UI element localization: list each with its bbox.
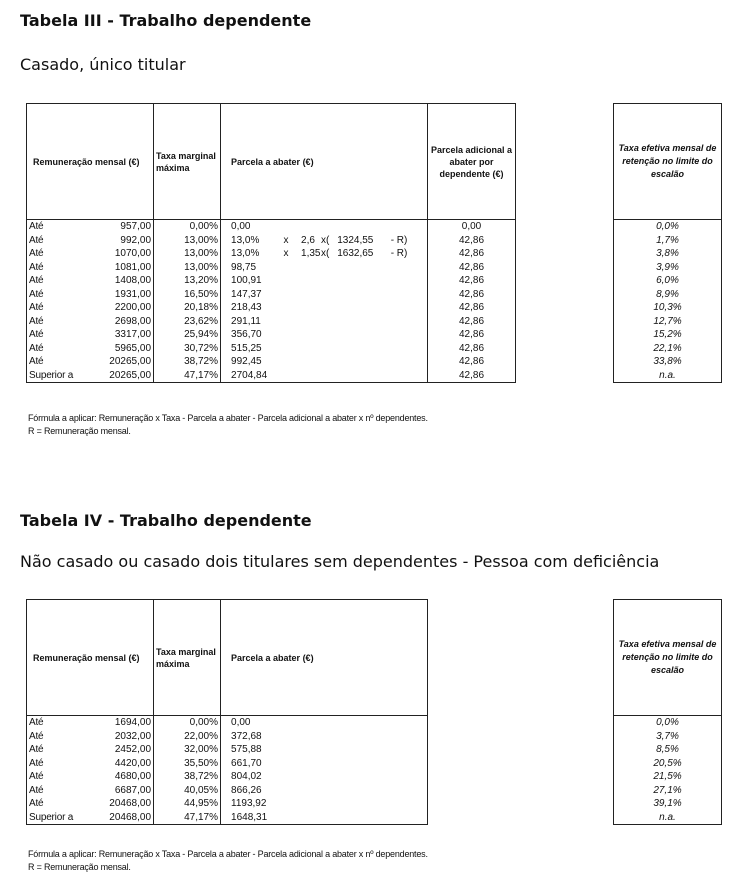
effective-row bbox=[614, 234, 722, 248]
dependent-deduction: 42,86 bbox=[428, 274, 516, 288]
deduction-value: 2704,84 bbox=[231, 369, 268, 381]
header-deduction: Parcela a abater (€) bbox=[221, 104, 428, 220]
bracket-label: Até bbox=[27, 234, 79, 248]
effective-row bbox=[614, 301, 722, 315]
dependent-deduction: 42,86 bbox=[428, 328, 516, 342]
effective-row bbox=[614, 730, 722, 744]
deduction-cell bbox=[221, 811, 428, 825]
marginal-rate: 40,05% bbox=[154, 784, 221, 798]
effective-row bbox=[614, 261, 722, 275]
deduction-cell bbox=[221, 797, 428, 811]
effective-rate: 3,9% bbox=[614, 261, 722, 275]
table-iv-effective-body bbox=[614, 716, 722, 825]
bracket-label: Até bbox=[27, 743, 79, 757]
header-remuneration: Remuneração mensal (€) bbox=[27, 600, 154, 716]
deduction-cell bbox=[221, 315, 428, 329]
effective-rate: 15,2% bbox=[614, 328, 722, 342]
table-row bbox=[27, 369, 516, 383]
table-row bbox=[27, 757, 428, 771]
formula-note: Fórmula a aplicar: Remuneração x Taxa - Parcela a abater - Parcela adicional a abater x nº dependentes. bbox=[28, 413, 428, 423]
effective-row bbox=[614, 811, 722, 825]
table-row bbox=[27, 342, 516, 356]
marginal-rate: 23,62% bbox=[154, 315, 221, 329]
effective-rate: n.a. bbox=[614, 811, 722, 825]
table-row bbox=[27, 288, 516, 302]
bracket-limit: 1694,00 bbox=[79, 716, 154, 730]
effective-rate: 8,9% bbox=[614, 288, 722, 302]
deduction-value: 372,68 bbox=[231, 730, 262, 742]
deduction-cell bbox=[221, 369, 428, 383]
bracket-limit: 20468,00 bbox=[79, 811, 154, 825]
r-definition-note: R = Remuneração mensal. bbox=[28, 862, 131, 872]
deduction-value: 218,43 bbox=[231, 302, 262, 313]
effective-rate: 33,8% bbox=[614, 355, 722, 369]
dependent-deduction: 42,86 bbox=[428, 369, 516, 383]
deduction-value: 515,25 bbox=[231, 342, 262, 354]
deduction-cell bbox=[221, 328, 428, 342]
bracket-limit: 2452,00 bbox=[79, 743, 154, 757]
dependent-deduction: 42,86 bbox=[428, 288, 516, 302]
formula-coefficient: 1,35 bbox=[301, 248, 321, 259]
dependent-deduction: 42,86 bbox=[428, 315, 516, 329]
marginal-rate: 38,72% bbox=[154, 355, 221, 369]
effective-row bbox=[614, 342, 722, 356]
bracket-limit: 1408,00 bbox=[79, 274, 154, 288]
bracket-limit: 1931,00 bbox=[79, 288, 154, 302]
header-effective-rate: Taxa efetiva mensal de retenção no limite do escalão bbox=[614, 104, 722, 220]
effective-row bbox=[614, 328, 722, 342]
deduction-value: 100,91 bbox=[231, 275, 262, 286]
header-marginal-rate: Taxa marginal máxima bbox=[154, 600, 221, 716]
deduction-value: 13,0% bbox=[231, 248, 260, 259]
table-row bbox=[27, 730, 428, 744]
effective-row bbox=[614, 355, 722, 369]
deduction-value: 291,11 bbox=[231, 315, 261, 327]
table-row bbox=[27, 811, 428, 825]
deduction-value: 356,70 bbox=[231, 329, 262, 340]
effective-rate: 1,7% bbox=[614, 234, 722, 248]
table-row bbox=[27, 261, 516, 275]
marginal-rate: 20,18% bbox=[154, 301, 221, 315]
effective-rate: 39,1% bbox=[614, 797, 722, 811]
effective-rate: 0,0% bbox=[614, 716, 722, 730]
bracket-limit: 2032,00 bbox=[79, 730, 154, 744]
formula-note: Fórmula a aplicar: Remuneração x Taxa - Parcela a abater - Parcela adicional a abater x nº dependentes. bbox=[28, 849, 428, 859]
deduction-value: 661,70 bbox=[231, 757, 262, 769]
effective-rate: n.a. bbox=[614, 369, 722, 383]
deduction-cell bbox=[221, 784, 428, 798]
effective-row bbox=[614, 770, 722, 784]
deduction-value: 1648,31 bbox=[231, 811, 268, 823]
deduction-value: 13,0% bbox=[231, 234, 260, 246]
bracket-limit: 2200,00 bbox=[79, 301, 154, 315]
bracket-label: Até bbox=[27, 274, 79, 288]
table-iv-effective-rate bbox=[613, 599, 722, 825]
effective-row bbox=[614, 784, 722, 798]
bracket-label: Até bbox=[27, 247, 79, 261]
dependent-deduction: 42,86 bbox=[428, 247, 516, 261]
marginal-rate: 13,00% bbox=[154, 261, 221, 275]
formula-coefficient: 2,6 bbox=[301, 234, 315, 246]
table-row bbox=[27, 328, 516, 342]
marginal-rate: 35,50% bbox=[154, 757, 221, 771]
effective-row bbox=[614, 716, 722, 730]
deduction-cell bbox=[221, 274, 428, 288]
header-dependent-deduction: Parcela adicional a abater por dependente (€) bbox=[428, 104, 516, 220]
bracket-label: Até bbox=[27, 301, 79, 315]
dependent-deduction: 42,86 bbox=[428, 301, 516, 315]
marginal-rate: 47,17% bbox=[154, 369, 221, 383]
table-iv-subtitle: Não casado ou casado dois titulares sem dependentes - Pessoa com deficiência bbox=[20, 552, 660, 571]
effective-row bbox=[614, 247, 722, 261]
bracket-label: Superior a bbox=[27, 811, 79, 825]
marginal-rate: 0,00% bbox=[154, 716, 221, 730]
effective-rate: 8,5% bbox=[614, 743, 722, 757]
table-row bbox=[27, 247, 516, 261]
marginal-rate: 38,72% bbox=[154, 770, 221, 784]
formula-open: x( bbox=[321, 234, 330, 246]
bracket-label: Até bbox=[27, 784, 79, 798]
header-marginal-rate: Taxa marginal máxima bbox=[154, 104, 221, 220]
table-iii-effective-rate bbox=[613, 103, 722, 383]
table-iii-header-row bbox=[27, 104, 516, 220]
marginal-rate: 22,00% bbox=[154, 730, 221, 744]
table-iv bbox=[26, 599, 428, 825]
bracket-limit: 4420,00 bbox=[79, 757, 154, 771]
bracket-limit: 957,00 bbox=[79, 220, 154, 234]
bracket-limit: 1070,00 bbox=[79, 247, 154, 261]
table-row bbox=[27, 274, 516, 288]
bracket-limit: 1081,00 bbox=[79, 261, 154, 275]
table-iii bbox=[26, 103, 516, 383]
r-definition-note: R = Remuneração mensal. bbox=[28, 426, 131, 436]
table-iii-body bbox=[27, 220, 516, 383]
bracket-label: Até bbox=[27, 288, 79, 302]
deduction-cell bbox=[221, 261, 428, 275]
bracket-label: Até bbox=[27, 797, 79, 811]
table-row bbox=[27, 770, 428, 784]
deduction-value: 992,45 bbox=[231, 356, 262, 367]
table-iv-note bbox=[28, 848, 428, 874]
marginal-rate: 32,00% bbox=[154, 743, 221, 757]
effective-row bbox=[614, 220, 722, 234]
dependent-deduction: 0,00 bbox=[428, 220, 516, 234]
deduction-cell bbox=[221, 342, 428, 356]
effective-rate: 20,5% bbox=[614, 757, 722, 771]
formula-constant: 1632,65 bbox=[337, 248, 374, 259]
table-row bbox=[27, 743, 428, 757]
effective-rate: 12,7% bbox=[614, 315, 722, 329]
bracket-label: Até bbox=[27, 328, 79, 342]
deduction-value: 804,02 bbox=[231, 771, 262, 782]
table-row bbox=[27, 220, 516, 234]
deduction-value: 98,75 bbox=[231, 261, 257, 273]
deduction-value: 0,00 bbox=[231, 717, 251, 728]
bracket-label: Até bbox=[27, 770, 79, 784]
formula-open: x( bbox=[321, 248, 330, 259]
effective-rate: 10,3% bbox=[614, 301, 722, 315]
marginal-rate: 13,00% bbox=[154, 234, 221, 248]
deduction-value: 0,00 bbox=[231, 221, 251, 232]
table-iv-header-row bbox=[27, 600, 428, 716]
header-effective-rate: Taxa efetiva mensal de retenção no limite do escalão bbox=[614, 600, 722, 716]
deduction-value: 147,37 bbox=[231, 288, 262, 300]
deduction-cell bbox=[221, 220, 428, 234]
bracket-label: Até bbox=[27, 342, 79, 356]
bracket-limit: 6687,00 bbox=[79, 784, 154, 798]
table-iv-title: Tabela IV - Trabalho dependente bbox=[20, 511, 312, 530]
effective-row bbox=[614, 315, 722, 329]
dependent-deduction: 42,86 bbox=[428, 261, 516, 275]
deduction-cell bbox=[221, 770, 428, 784]
bracket-limit: 20265,00 bbox=[79, 369, 154, 383]
table-row bbox=[27, 784, 428, 798]
deduction-value: 1193,92 bbox=[231, 798, 267, 809]
formula-times: x bbox=[283, 234, 289, 246]
dependent-deduction: 42,86 bbox=[428, 355, 516, 369]
table-row bbox=[27, 234, 516, 248]
bracket-limit: 992,00 bbox=[79, 234, 154, 248]
dependent-deduction: 42,86 bbox=[428, 342, 516, 356]
deduction-value: 575,88 bbox=[231, 744, 262, 755]
marginal-rate: 47,17% bbox=[154, 811, 221, 825]
table-row bbox=[27, 797, 428, 811]
effective-rate: 21,5% bbox=[614, 770, 722, 784]
deduction-cell bbox=[221, 355, 428, 369]
bracket-label: Superior a bbox=[27, 369, 79, 383]
effective-rate: 6,0% bbox=[614, 274, 722, 288]
effective-row bbox=[614, 288, 722, 302]
marginal-rate: 13,20% bbox=[154, 274, 221, 288]
deduction-cell bbox=[221, 730, 428, 744]
header-deduction: Parcela a abater (€) bbox=[221, 600, 428, 716]
effective-rate: 3,7% bbox=[614, 730, 722, 744]
bracket-limit: 4680,00 bbox=[79, 770, 154, 784]
deduction-cell bbox=[221, 757, 428, 771]
bracket-label: Até bbox=[27, 220, 79, 234]
effective-row bbox=[614, 757, 722, 771]
marginal-rate: 16,50% bbox=[154, 288, 221, 302]
marginal-rate: 44,95% bbox=[154, 797, 221, 811]
deduction-cell bbox=[221, 234, 428, 248]
table-iii-title: Tabela III - Trabalho dependente bbox=[20, 11, 312, 30]
deduction-cell bbox=[221, 247, 428, 261]
dependent-deduction: 42,86 bbox=[428, 234, 516, 248]
bracket-label: Até bbox=[27, 315, 79, 329]
bracket-label: Até bbox=[27, 757, 79, 771]
table-row bbox=[27, 716, 428, 730]
effective-rate: 22,1% bbox=[614, 342, 722, 356]
bracket-label: Até bbox=[27, 261, 79, 275]
table-row bbox=[27, 355, 516, 369]
bracket-label: Até bbox=[27, 730, 79, 744]
header-remuneration: Remuneração mensal (€) bbox=[27, 104, 154, 220]
table-row bbox=[27, 301, 516, 315]
effective-row bbox=[614, 743, 722, 757]
effective-row bbox=[614, 369, 722, 383]
bracket-limit: 5965,00 bbox=[79, 342, 154, 356]
marginal-rate: 30,72% bbox=[154, 342, 221, 356]
bracket-limit: 2698,00 bbox=[79, 315, 154, 329]
effective-rate: 0,0% bbox=[614, 220, 722, 234]
bracket-limit: 20265,00 bbox=[79, 355, 154, 369]
formula-remuneration: - R) bbox=[390, 234, 408, 246]
marginal-rate: 25,94% bbox=[154, 328, 221, 342]
formula-times: x bbox=[283, 248, 289, 259]
deduction-value: 866,26 bbox=[231, 784, 262, 796]
bracket-limit: 3317,00 bbox=[79, 328, 154, 342]
effective-rate: 3,8% bbox=[614, 247, 722, 261]
bracket-limit: 20468,00 bbox=[79, 797, 154, 811]
deduction-cell bbox=[221, 743, 428, 757]
marginal-rate: 0,00% bbox=[154, 220, 221, 234]
bracket-label: Até bbox=[27, 355, 79, 369]
deduction-cell bbox=[221, 288, 428, 302]
table-iii-effective-body bbox=[614, 220, 722, 383]
table-iii-subtitle: Casado, único titular bbox=[20, 55, 186, 74]
marginal-rate: 13,00% bbox=[154, 247, 221, 261]
table-iv-body bbox=[27, 716, 428, 825]
table-row bbox=[27, 315, 516, 329]
formula-constant: 1324,55 bbox=[337, 234, 374, 246]
effective-row bbox=[614, 797, 722, 811]
effective-rate: 27,1% bbox=[614, 784, 722, 798]
bracket-label: Até bbox=[27, 716, 79, 730]
table-iii-note bbox=[28, 412, 428, 438]
formula-remuneration: - R) bbox=[390, 248, 408, 259]
deduction-cell bbox=[221, 716, 428, 730]
effective-row bbox=[614, 274, 722, 288]
deduction-cell bbox=[221, 301, 428, 315]
